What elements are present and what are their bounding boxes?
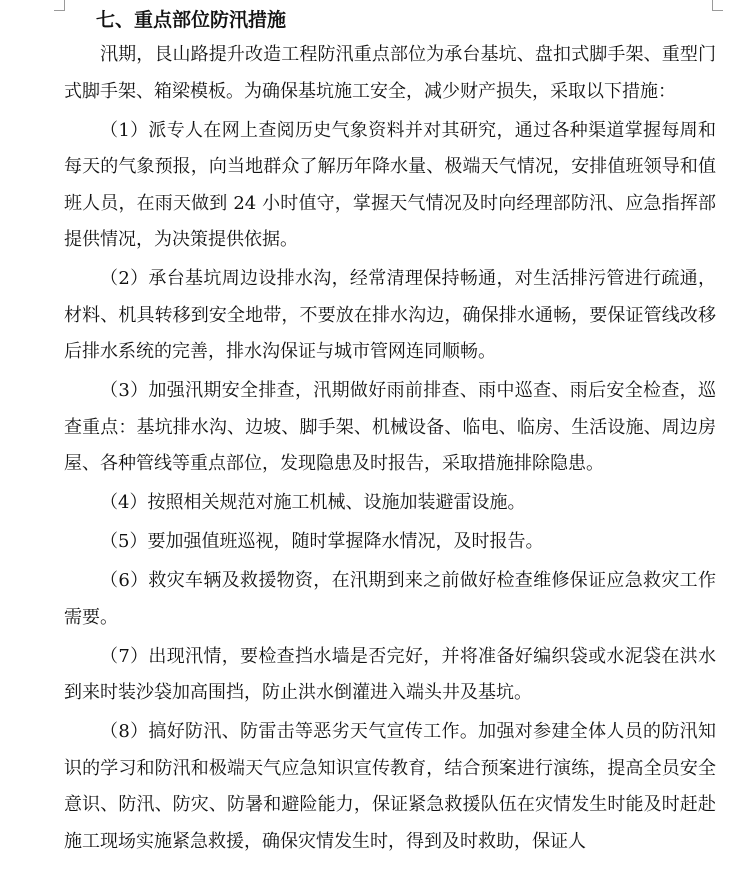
measure-paragraph-6: （6）救灾车辆及救援物资，在汛期到来之前做好检查维修保证应急救灾工作需要。 (64, 570, 716, 628)
measure-paragraph-4: （4）按照相关规范对施工机械、设施加装避雷设施。 (100, 492, 526, 513)
measure-paragraph-1: （1）派专人在网上查阅历史气象资料并对其研究，通过各种渠道掌握每周和每天的气象预报，向当地群众了解历年降水量、极端天气情况，安排值班领导和值班人员，在雨天做到 24 小时值守，掌握天气情况及时向经理部防汛、应急指挥部提供情况，为决策提供依据。 (64, 119, 716, 250)
measure-paragraph-7: （7）出现汛情，要检查挡水墙是否完好，并将准备好编织袋或水泥袋在洪水到来时装沙袋加高围挡，防止洪水倒灌进入端头井及基坑。 (64, 645, 716, 703)
measure-paragraph-2: （2）承台基坑周边设排水沟，经常清理保持畅通，对生活排污管进行疏通，材料、机具转移到安全地带，不要放在排水沟边，确保排水通畅，要保证管线改移后排水系统的完善，排水沟保证与城市管网连同顺畅。 (64, 268, 716, 362)
measure-paragraph-3: （3）加强汛期安全排查，汛期做好雨前排查、雨中巡查、雨后安全检查，巡查重点：基坑排水沟、边坡、脚手架、机械设备、临电、临房、生活设施、周边房屋、各种管线等重点部位，发现隐患及时报告，采取措施排除隐患。 (64, 380, 716, 474)
document-body[interactable] (64, 4, 716, 860)
intro-paragraph: 汛期，艮山路提升改造工程防汛重点部位为承台基坑、盘扣式脚手架、重型门式脚手架、箱梁模板。为确保基坑施工安全，减少财产损失，采取以下措施： (64, 44, 716, 102)
section-heading: 七、重点部位防汛措施 (96, 9, 287, 31)
measure-paragraph-5: （5）要加强值班巡视，随时掌握降水情况，及时报告。 (100, 531, 544, 552)
measure-paragraph-8: （8）搞好防汛、防雷击等恶劣天气宣传工作。加强对参建全体人员的防汛知识的学习和防汛和极端天气应急知识宣传教育，结合预案进行演练，提高全员安全意识、防汛、防灾、防暑和避险能力，保证紧急救援队伍在灾情发生时能及时赶赴施工现场实施紧急救援，确保灾情发生时，得到及时救助，保证人 (64, 721, 716, 852)
